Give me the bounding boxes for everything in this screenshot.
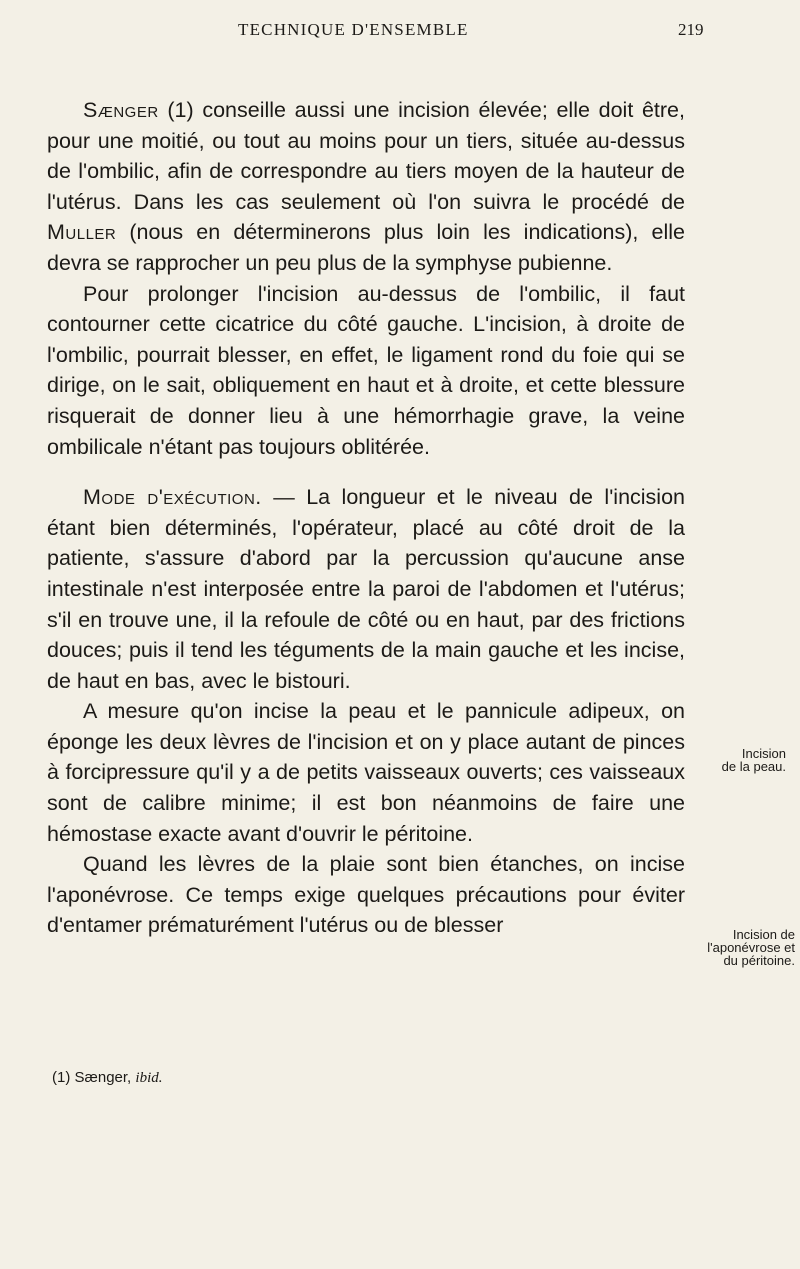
footnote bbox=[52, 1069, 163, 1087]
paragraph-1 bbox=[47, 95, 685, 279]
footnote-reference: ibid. bbox=[135, 1070, 163, 1086]
margin-note-line: de la peau. bbox=[721, 759, 786, 774]
main-text bbox=[47, 95, 685, 941]
margin-note-line: Incision bbox=[741, 746, 786, 761]
paragraph-5: Quand les lèvres de la plaie sont bien étanches, on incise l'aponévrose. Ce temps exige quelques précautions pour éviter d'entamer prématurément l'utérus ou de blesser bbox=[47, 852, 685, 938]
footnote-author: Sænger, bbox=[74, 1069, 132, 1086]
paragraph-1-text: (1) conseille aussi une incision élevée; elle doit être, pour une moitié, ou tout au moins pour un tiers, située au-dessus de l'ombilic, afin de correspondre au tiers moyen de la hauteur de l'utérus. Dans les cas seulement où l'on suivra le procédé de bbox=[47, 98, 685, 214]
reference-name: Muller bbox=[47, 220, 117, 245]
footnote-number: (1) bbox=[52, 1069, 71, 1086]
paragraph-3 bbox=[47, 482, 685, 696]
running-header bbox=[0, 20, 800, 44]
paragraph-4: A mesure qu'on incise la peau et le pannicule adipeux, on éponge les deux lèvres de l'incision et on y place autant de pinces à forcipressure qu'il y a de petits vaisseaux ouverts; ces vaisseaux sont de calibre minime; il est bon néanmoins de faire une hémostase exacte avant d'ouvrir le péritoine. bbox=[47, 699, 685, 846]
margin-note-line: Incision de bbox=[732, 927, 795, 942]
author-name: Sænger bbox=[83, 98, 159, 122]
margin-note-line: l'aponévrose et bbox=[707, 940, 795, 955]
margin-note-aponeurosis-incision bbox=[695, 928, 795, 967]
running-title: TECHNIQUE D'ENSEMBLE bbox=[238, 20, 469, 39]
page-number: 219 bbox=[678, 20, 704, 39]
margin-note-line: du péritoine. bbox=[723, 953, 795, 968]
section-heading: Mode d'exécution. bbox=[83, 485, 262, 510]
margin-note-skin-incision bbox=[706, 747, 786, 773]
paragraph-2: Pour prolonger l'incision au-dessus de l'ombilic, il faut contourner cette cicatrice du côté gauche. L'incision, à droite de l'ombilic, pourrait blesser, en effet, le ligament rond du foie qui se dirige, on le sait, obliquement en haut et à droite, et cette blessure risquerait de donner lieu à une hémorrhagie grave, la veine ombilicale n'étant pas toujours oblitérée. bbox=[47, 281, 685, 459]
paragraph-3-text: — La longueur et le niveau de l'incision étant bien déterminés, l'opérateur, placé au côté droit de la patiente, s'assure d'abord par la percussion qu'aucune anse intestinale n'est interposée entre la paroi de l'abdomen et l'utérus; s'il en trouve une, il la refoule de côté ou en haut, par des frictions douces; puis il tend les téguments de la main gauche et les incise, de haut en bas, avec le bistouri. bbox=[47, 485, 686, 693]
paragraph-1-text-end: (nous en déterminerons plus loin les indications), elle devra se rapprocher un peu plus de la symphyse pubienne. bbox=[47, 220, 685, 275]
